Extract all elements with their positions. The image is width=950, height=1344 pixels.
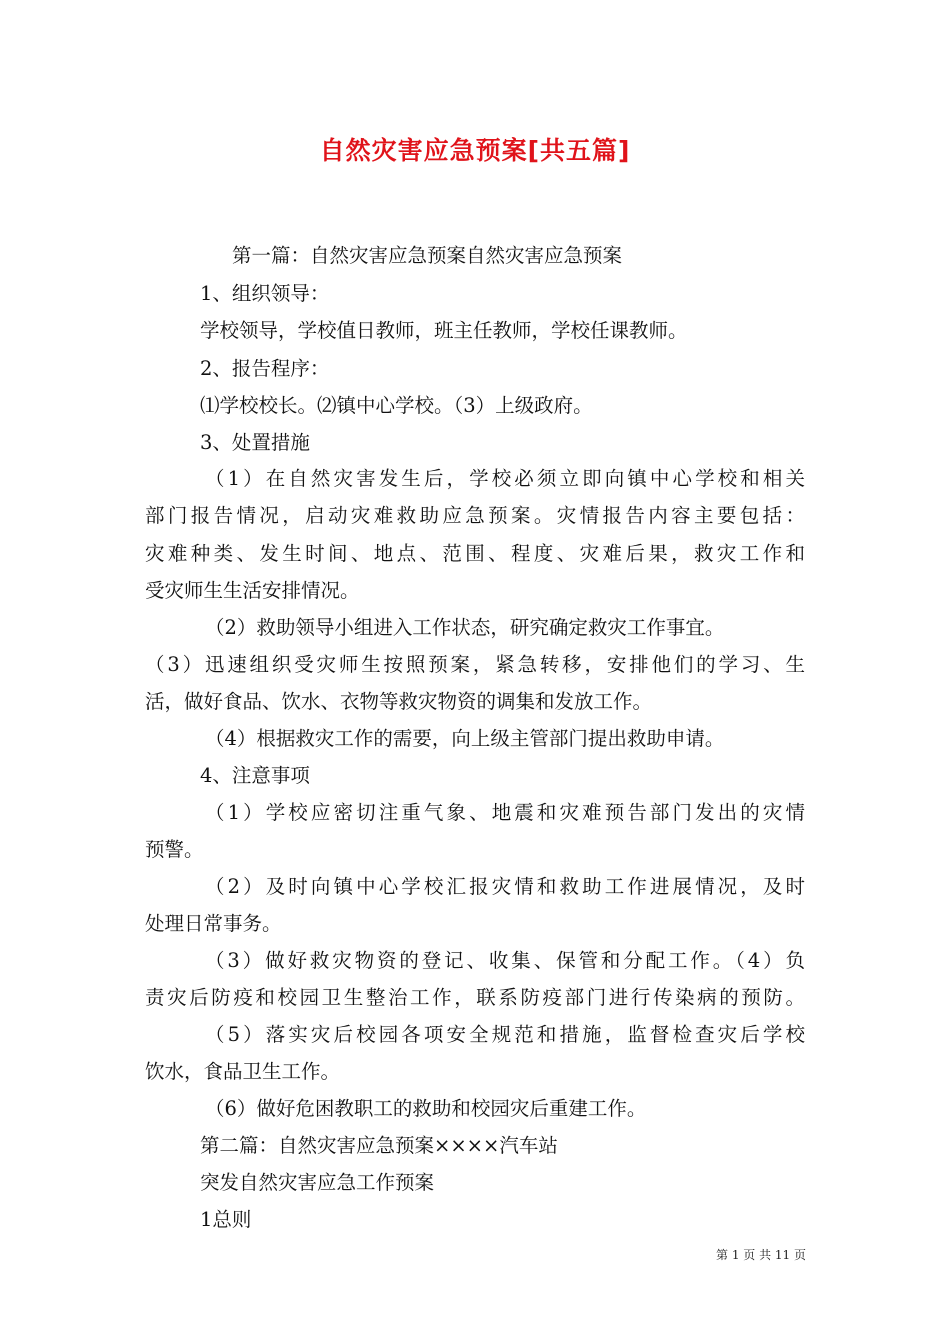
line-notes-1a: （1）学校应密切注重气象、地震和灾难预告部门发出的灾情 bbox=[205, 801, 805, 824]
line-notes-5b: 饮水，食品卫生工作。 bbox=[145, 1060, 341, 1083]
line-measures-3b: 活，做好食品、饮水、衣物等救灾物资的调集和发放工作。 bbox=[145, 690, 653, 713]
line-report-body: ⑴学校校长。⑵镇中心学校。（3）上级政府。 bbox=[200, 394, 593, 417]
line-notes-1b: 预警。 bbox=[145, 838, 204, 861]
line-section-two-subtitle: 突发自然灾害应急工作预案 bbox=[200, 1171, 435, 1194]
line-section-one-heading: 第一篇：自然灾害应急预案自然灾害应急预案 bbox=[232, 244, 623, 267]
document-title: 自然灾害应急预案[共五篇] bbox=[319, 136, 631, 165]
line-section-two-heading: 第二篇：自然灾害应急预案××××汽车站 bbox=[200, 1134, 558, 1157]
line-notes-heading: 4、注意事项 bbox=[200, 764, 310, 787]
line-measures-1a: （1）在自然灾害发生后，学校必须立即向镇中心学校和相关 bbox=[205, 467, 805, 490]
line-measures-heading: 3、处置措施 bbox=[200, 431, 310, 454]
line-measures-1c: 灾难种类、发生时间、地点、范围、程度、灾难后果，救灾工作和 bbox=[145, 542, 805, 565]
line-notes-3b: 责灾后防疫和校园卫生整治工作，联系防疫部门进行传染病的预防。 bbox=[145, 986, 805, 1009]
line-measures-2: （2）救助领导小组进入工作状态，研究确定救灾工作事宜。 bbox=[205, 616, 725, 639]
line-measures-4: （4）根据救灾工作的需要，向上级主管部门提出救助申请。 bbox=[205, 727, 725, 750]
line-org-heading: 1、组织领导： bbox=[200, 282, 330, 305]
line-general-heading: 1总则 bbox=[200, 1208, 252, 1231]
line-notes-5a: （5）落实灾后校园各项安全规范和措施，监督检查灾后学校 bbox=[205, 1023, 805, 1046]
line-report-heading: 2、报告程序： bbox=[200, 357, 330, 380]
line-org-body: 学校领导，学校值日教师，班主任教师，学校任课教师。 bbox=[200, 319, 688, 342]
line-notes-3a: （3）做好救灾物资的登记、收集、保管和分配工作。（4）负 bbox=[205, 949, 805, 972]
line-measures-1b: 部门报告情况，启动灾难救助应急预案。灾情报告内容主要包括： bbox=[145, 504, 805, 527]
line-notes-6: （6）做好危困教职工的救助和校园灾后重建工作。 bbox=[205, 1097, 647, 1120]
line-notes-2b: 处理日常事务。 bbox=[145, 912, 282, 935]
line-notes-2a: （2）及时向镇中心学校汇报灾情和救助工作进展情况，及时 bbox=[205, 875, 805, 898]
page-number: 第 1 页 共 11 页 bbox=[716, 1248, 806, 1262]
line-measures-3a: （3）迅速组织受灾师生按照预案，紧急转移，安排他们的学习、生 bbox=[145, 653, 805, 676]
line-measures-1d: 受灾师生生活安排情况。 bbox=[145, 579, 360, 602]
